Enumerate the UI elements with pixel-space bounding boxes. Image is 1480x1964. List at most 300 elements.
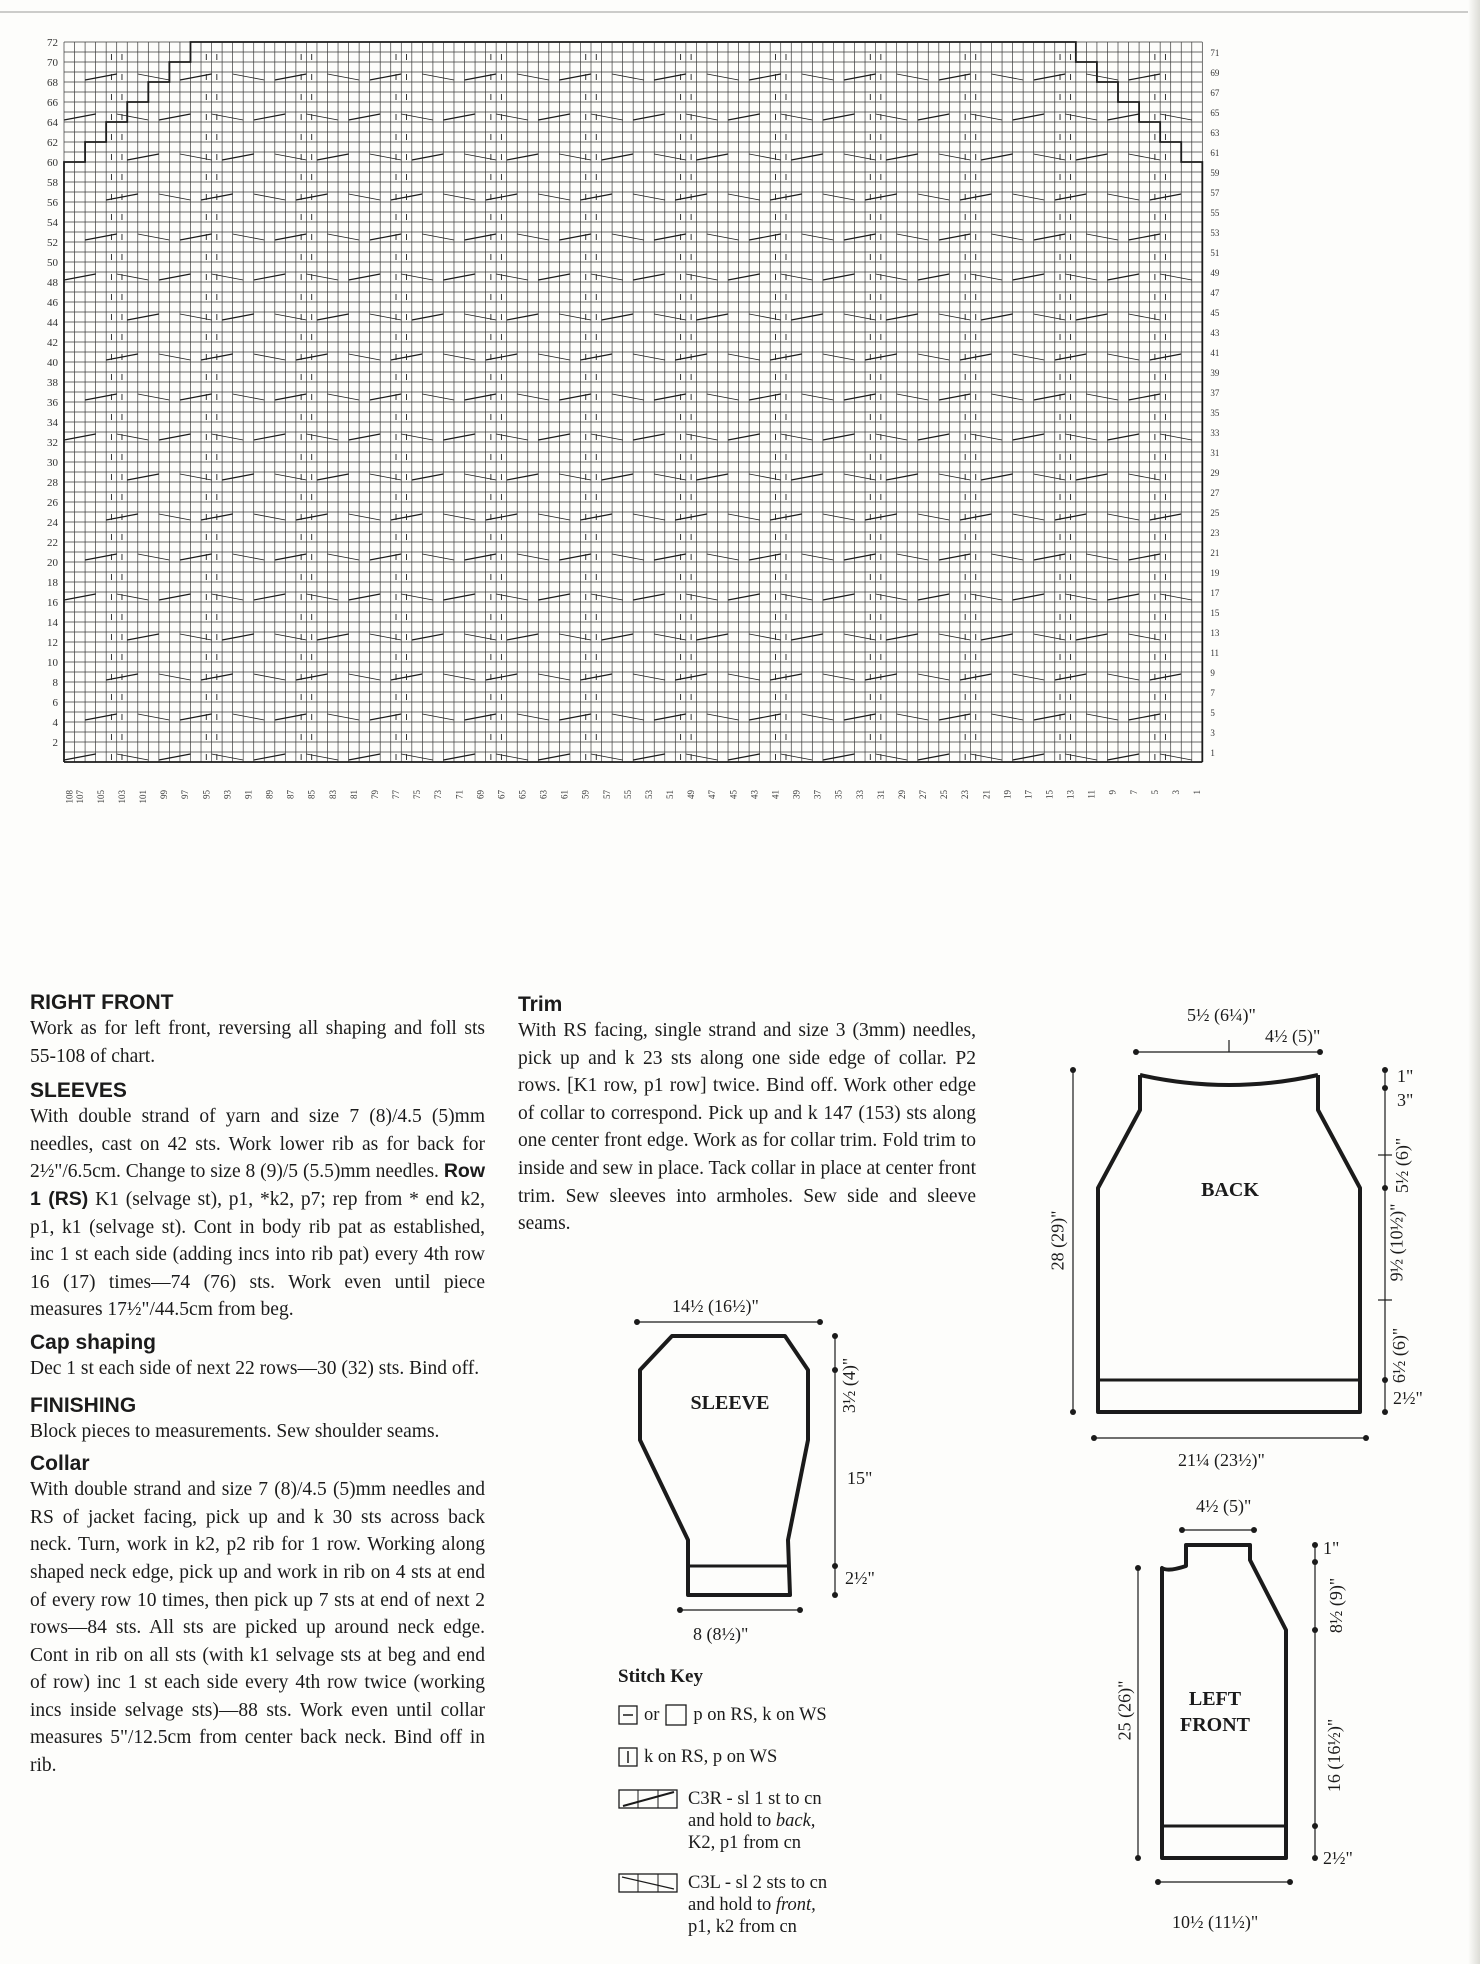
chart-row-label-left: 68 [47, 77, 58, 89]
chart-stitch-label: 103 [116, 790, 127, 804]
cable-c3l-mark [970, 274, 1002, 280]
cable-c3l-mark [707, 394, 739, 400]
cable-c3l-mark [1107, 194, 1139, 200]
cable-c3r-mark [939, 74, 971, 80]
trim-heading: Trim [518, 993, 563, 1016]
chart-row-label-left: 8 [52, 677, 58, 689]
cable-c3l-mark [517, 234, 549, 240]
chart-stitch-label: 63 [538, 790, 549, 799]
cable-c3r-mark [222, 474, 254, 480]
cable-c3r-mark [696, 634, 728, 640]
cable-c3l-mark [591, 594, 623, 600]
chart-stitch-label: 101 [138, 790, 149, 804]
cable-c3r-mark [918, 754, 950, 760]
chart-row-label-right: 11 [1210, 648, 1219, 658]
cable-c3r-mark [85, 234, 117, 240]
cable-c3l-mark [707, 714, 739, 720]
chart-stitch-label: 97 [180, 790, 191, 799]
cable-c3l-mark [781, 274, 813, 280]
cable-c3r-mark [559, 74, 591, 80]
back-neck-depth: 1" [1397, 1066, 1414, 1086]
cable-c3r-mark [918, 114, 950, 120]
chart-row-label-right: 27 [1210, 488, 1220, 498]
cable-c3r-mark [443, 274, 475, 280]
cable-c3r-mark [127, 154, 159, 160]
cable-c3r-mark [370, 74, 402, 80]
cable-c3l-mark [1160, 754, 1192, 760]
chart-row-label-right: 59 [1210, 168, 1220, 178]
cable-c3l-mark [1129, 474, 1161, 480]
chart-row-label-right: 35 [1210, 408, 1220, 418]
cable-c3l-mark [897, 554, 929, 560]
cable-c3l-mark [1086, 394, 1118, 400]
cable-c3r-mark [507, 474, 539, 480]
cable-c3l-mark [370, 154, 402, 160]
right-front-text: Work as for left front, reversing all shaping and foll sts 55-108 of chart. [30, 1018, 485, 1067]
cable-c3l-mark [970, 594, 1002, 600]
cable-c3l-mark [749, 474, 781, 480]
cable-c3l-mark [465, 474, 497, 480]
chart-stitch-label: 15 [1044, 790, 1055, 799]
cable-c3l-mark [1034, 314, 1066, 320]
cable-c3r-mark [633, 434, 665, 440]
chart-row-label-left: 42 [47, 337, 58, 349]
cable-c3r-mark [465, 234, 497, 240]
chart-row-label-right: 49 [1210, 268, 1220, 278]
cable-c3l-mark [823, 194, 855, 200]
left-front-label: LEFT FRONT [1180, 1688, 1250, 1736]
cable-c3r-mark [412, 634, 444, 640]
cable-c3r-mark [1013, 114, 1045, 120]
cable-c3l-mark [254, 354, 286, 360]
cable-c3l-mark [823, 674, 855, 680]
cable-c3l-mark [1160, 274, 1192, 280]
cable-c3l-mark [707, 554, 739, 560]
right-front-heading: RIGHT FRONT [30, 991, 174, 1014]
cable-c3l-mark [918, 354, 950, 360]
cable-c3r-mark [1107, 114, 1139, 120]
cable-c3r-mark [633, 754, 665, 760]
cable-c3l-mark [686, 594, 718, 600]
cable-c3r-mark [275, 394, 307, 400]
chart-row-label-right: 53 [1210, 228, 1220, 238]
chart-row-label-right: 5 [1210, 708, 1215, 718]
cable-c3l-mark [180, 314, 212, 320]
chart-stitch-label: 77 [391, 790, 402, 799]
chart-stitch-label: 35 [833, 790, 844, 799]
cable-c3l-mark [328, 554, 360, 560]
cable-c3l-mark [728, 194, 760, 200]
chart-row-label-left: 12 [47, 637, 58, 649]
chart-row-label-left: 26 [47, 497, 58, 509]
cable-c3l-mark [802, 714, 834, 720]
cable-c3l-mark [939, 314, 971, 320]
cable-c3l-mark [443, 514, 475, 520]
chart-row-label-right: 1 [1210, 748, 1215, 758]
cable-c3l-mark [233, 74, 265, 80]
cable-c3r-mark [602, 154, 634, 160]
cable-c3r-mark [349, 114, 381, 120]
cable-c3l-mark [876, 114, 908, 120]
chart-stitch-label: 99 [159, 790, 170, 799]
cable-c3r-mark [180, 74, 212, 80]
collar-text: With double strand and size 7 (8)/4.5 (5)mm needles and RS of jacket facing, pick up and k 30 sts across back neck. Turn, work in k2, p2 rib for 1 row. Working along shaped neck edge, pick up and work in rib on 4 sts at end of every row 10 times, then pick up 7 sts at end of next 2 rows—84 sts. All sts are picked up around neck edge. Cont in rib on all sts (with k1 selvage sts at beg and end of row) inc 1 st each side every 4th row twice (working incs inside selvage sts)—88 sts. Work even until collar measures 5"/12.5cm from center back neck. Bind off in rib. [30, 1479, 485, 1777]
cable-c3r-mark [180, 394, 212, 400]
chart-row-label-left: 36 [47, 397, 58, 409]
chart-row-label-left: 32 [47, 437, 58, 449]
cable-c3r-mark [918, 434, 950, 440]
stitch-key-c3r: C3R - sl 1 st to cn and hold to back, K2, p1 from cn [618, 1788, 918, 1854]
chart-row-label-right: 19 [1210, 568, 1220, 578]
cable-c3l-mark [1107, 674, 1139, 680]
chart-row-label-left: 56 [47, 197, 58, 209]
chart-stitch-label: 27 [918, 790, 929, 799]
back-width: 21¼ (23½)" [1178, 1450, 1265, 1470]
chart-row-label-left: 44 [47, 317, 58, 329]
cable-c3r-mark [981, 474, 1013, 480]
chart-row-label-right: 51 [1210, 248, 1220, 258]
cable-c3l-mark [707, 234, 739, 240]
cable-c3r-mark [64, 274, 96, 280]
cable-c3l-mark [992, 554, 1024, 560]
cable-c3r-mark [370, 714, 402, 720]
cable-c3r-mark [844, 74, 876, 80]
cable-c3l-mark [496, 754, 528, 760]
cable-c3r-mark [180, 234, 212, 240]
cable-c3l-mark [233, 554, 265, 560]
cable-c3r-mark [654, 554, 686, 560]
cable-c3r-mark [85, 714, 117, 720]
cable-c3l-mark [939, 154, 971, 160]
cable-c3r-mark [443, 754, 475, 760]
cable-c3l-mark [1160, 434, 1192, 440]
cable-c3l-mark [328, 74, 360, 80]
chart-row-label-right: 9 [1210, 668, 1215, 678]
cable-c3r-mark [412, 474, 444, 480]
cable-c3l-mark [254, 514, 286, 520]
cable-c3l-mark [496, 594, 528, 600]
chart-stitch-label: 41 [770, 790, 781, 799]
chart-stitch-label: 75 [412, 790, 423, 799]
back-length: 28 (29)" [1047, 1210, 1068, 1271]
chart-stitch-label: 39 [791, 790, 802, 799]
cable-c3l-mark [370, 474, 402, 480]
cable-c3l-mark [897, 394, 929, 400]
cable-c3l-mark [349, 514, 381, 520]
chart-stitch-label: 29 [896, 790, 907, 799]
cable-c3l-mark [138, 714, 170, 720]
cable-c3r-mark [1076, 474, 1108, 480]
cable-c3r-mark [633, 274, 665, 280]
cable-c3l-mark [275, 154, 307, 160]
chart-stitch-label: 49 [686, 790, 697, 799]
cable-c3r-mark [1034, 394, 1066, 400]
chart-stitch-label: 91 [243, 790, 254, 799]
cable-c3l-mark [1013, 354, 1045, 360]
cable-c3r-mark [654, 394, 686, 400]
sleeve-cap-depth: 3½ (4)" [839, 1357, 860, 1414]
cable-c3l-mark [328, 394, 360, 400]
back-neck-to-shoulder: 3" [1397, 1090, 1414, 1110]
cable-c3r-mark [981, 314, 1013, 320]
chart-stitch-label: 31 [875, 790, 886, 799]
cable-c3r-mark [159, 754, 191, 760]
cable-c3r-mark [159, 434, 191, 440]
left-column [30, 990, 485, 1786]
cable-c3l-mark [254, 194, 286, 200]
chart-stitch-label: 95 [201, 790, 212, 799]
cable-c3l-mark [306, 114, 338, 120]
chart-row-label-right: 43 [1210, 328, 1220, 338]
chart-stitch-label: 43 [749, 790, 760, 799]
cable-c3l-mark [180, 474, 212, 480]
chart-row-label-left: 66 [47, 97, 58, 109]
cable-c3l-mark [970, 434, 1002, 440]
cable-c3l-mark [781, 594, 813, 600]
purl-symbol-blank [665, 1704, 687, 1726]
cable-c3l-mark [654, 314, 686, 320]
chart-row-label-left: 6 [52, 697, 58, 709]
cable-c3l-mark [802, 394, 834, 400]
cable-c3r-mark [222, 634, 254, 640]
cable-c3r-mark [1129, 74, 1161, 80]
chart-stitch-label: 25 [939, 790, 950, 799]
cable-c3r-mark [844, 234, 876, 240]
cable-c3r-mark [1129, 714, 1161, 720]
cable-c3l-mark [138, 554, 170, 560]
cable-c3r-mark [749, 394, 781, 400]
cable-c3l-mark [612, 74, 644, 80]
chart-stitch-label: 11 [1086, 790, 1097, 799]
cable-c3r-mark [349, 754, 381, 760]
back-shoulder: 4½ (5)" [1265, 1026, 1321, 1046]
cable-c3r-mark [1076, 154, 1108, 160]
cable-c3l-mark [422, 394, 454, 400]
cable-c3r-mark [180, 714, 212, 720]
cable-c3l-mark [349, 194, 381, 200]
cable-c3r-mark [465, 74, 497, 80]
chart-row-label-left: 2 [52, 737, 58, 749]
cable-c3r-mark [918, 594, 950, 600]
cable-c3l-mark [559, 154, 591, 160]
cable-c3l-mark [918, 674, 950, 680]
chart-stitch-label: 17 [1023, 790, 1034, 799]
cable-c3r-mark [939, 234, 971, 240]
cable-c3l-mark [918, 514, 950, 520]
cable-c3l-mark [496, 434, 528, 440]
cable-c3r-mark [981, 154, 1013, 160]
chart-stitch-label: 61 [559, 790, 570, 799]
cable-c3l-mark [591, 274, 623, 280]
cable-c3r-mark [275, 714, 307, 720]
cable-c3r-mark [1076, 634, 1108, 640]
front-length: 25 (26)" [1114, 1680, 1135, 1741]
cable-c3l-mark [728, 674, 760, 680]
chart-stitch-label: 105 [95, 790, 106, 804]
cable-c3r-mark [749, 554, 781, 560]
cable-c3r-mark [1107, 594, 1139, 600]
cable-c3l-mark [443, 674, 475, 680]
finishing-heading: FINISHING [30, 1393, 137, 1417]
sleeves-heading: SLEEVES [30, 1079, 127, 1103]
cable-c3r-mark [538, 434, 570, 440]
cable-c3l-mark [749, 634, 781, 640]
cable-c3l-mark [1160, 594, 1192, 600]
chart-row-label-left: 4 [52, 717, 58, 729]
cable-c3r-mark [349, 274, 381, 280]
cable-c3r-mark [791, 634, 823, 640]
chart-row-label-right: 3 [1210, 728, 1215, 738]
cable-c3r-mark [728, 594, 760, 600]
cable-c3l-mark [401, 274, 433, 280]
chart-row-label-right: 41 [1210, 348, 1220, 358]
cable-c3r-mark [275, 234, 307, 240]
stitch-key-title: Stitch Key [618, 1666, 703, 1687]
cable-c3l-mark [233, 234, 265, 240]
cable-c3r-mark [749, 714, 781, 720]
cable-c3l-mark [517, 394, 549, 400]
cable-c3l-mark [422, 714, 454, 720]
chart-row-label-right: 69 [1210, 68, 1220, 78]
cable-c3r-mark [696, 314, 728, 320]
chart-stitch-label: 108 [64, 790, 75, 804]
cable-c3l-mark [992, 714, 1024, 720]
cable-c3r-mark [1034, 74, 1066, 80]
cable-c3r-mark [728, 754, 760, 760]
chart-row-label-right: 13 [1210, 628, 1220, 638]
cable-c3l-mark [612, 714, 644, 720]
chart-row-label-left: 64 [47, 117, 58, 129]
cap-shaping-text: Dec 1 st each side of next 22 rows—30 (32) sts. Bind off. [30, 1357, 480, 1379]
chart-row-label-left: 48 [47, 277, 58, 289]
cable-c3l-mark [707, 74, 739, 80]
cable-c3r-mark [939, 554, 971, 560]
cable-c3r-mark [127, 634, 159, 640]
chart-row-label-right: 7 [1210, 688, 1215, 698]
cable-c3l-mark [306, 594, 338, 600]
cable-c3l-mark [728, 354, 760, 360]
cable-c3l-mark [970, 114, 1002, 120]
cable-c3r-mark [222, 154, 254, 160]
cable-c3r-mark [412, 154, 444, 160]
cable-c3l-mark [349, 354, 381, 360]
chart-stitch-label: 23 [960, 790, 971, 799]
cable-c3r-mark [886, 634, 918, 640]
cable-c3l-mark [559, 634, 591, 640]
cable-c3l-mark [654, 154, 686, 160]
cable-c3r-mark [791, 154, 823, 160]
chart-stitch-label: 3 [1170, 790, 1181, 795]
front-armhole: 8½ (9)" [1326, 1577, 1347, 1634]
cable-c3r-mark [844, 394, 876, 400]
chart-stitch-label: 9 [1107, 790, 1118, 795]
cable-c3l-mark [212, 754, 244, 760]
cable-c3r-mark [886, 314, 918, 320]
cable-c3l-mark [1065, 594, 1097, 600]
cable-c3l-mark [306, 434, 338, 440]
cable-c3r-mark [823, 114, 855, 120]
cable-c3l-mark [1107, 514, 1139, 520]
front-width: 10½ (11½)" [1172, 1912, 1259, 1932]
cable-c3l-mark [918, 194, 950, 200]
chart-stitch-label: 1 [1192, 790, 1203, 795]
chart-row-label-left: 72 [47, 37, 58, 49]
chart-stitch-label: 67 [496, 790, 507, 799]
cable-c3l-mark [212, 274, 244, 280]
chart-row-label-left: 18 [47, 577, 58, 589]
cable-c3l-mark [117, 434, 149, 440]
cable-c3r-mark [507, 154, 539, 160]
chart-row-label-left: 60 [47, 157, 58, 169]
cable-c3l-mark [844, 154, 876, 160]
chart-stitch-label: 37 [812, 790, 823, 799]
cable-c3l-mark [844, 314, 876, 320]
cable-c3r-mark [939, 394, 971, 400]
cable-c3l-mark [897, 714, 929, 720]
cable-c3l-mark [897, 74, 929, 80]
cable-c3l-mark [939, 474, 971, 480]
cable-c3r-mark [465, 714, 497, 720]
cable-c3r-mark [728, 274, 760, 280]
cable-c3l-mark [538, 674, 570, 680]
chart-stitch-label: 53 [643, 790, 654, 799]
cable-c3r-mark [159, 114, 191, 120]
cable-c3l-mark [559, 314, 591, 320]
chart-stitch-label: 85 [306, 790, 317, 799]
chart-row-label-left: 22 [47, 537, 58, 549]
chart-stitch-label: 65 [517, 790, 528, 799]
cable-c3r-mark [370, 394, 402, 400]
cable-c3r-mark [654, 74, 686, 80]
cable-c3r-mark [633, 114, 665, 120]
front-side: 16 (16½)" [1324, 1718, 1345, 1793]
cable-c3r-mark [939, 714, 971, 720]
cable-c3l-mark [992, 74, 1024, 80]
cable-c3r-mark [791, 314, 823, 320]
cable-c3l-mark [306, 754, 338, 760]
chart-stitch-label: 79 [369, 790, 380, 799]
cable-c3l-mark [159, 514, 191, 520]
cable-c3r-mark [64, 114, 96, 120]
purl-symbol-dash [618, 1705, 638, 1725]
cable-c3r-mark [254, 594, 286, 600]
stitch-key-knit: k on RS, p on WS [618, 1746, 918, 1768]
knit-symbol [618, 1747, 638, 1767]
cable-c3l-mark [1129, 634, 1161, 640]
cable-c3l-mark [686, 754, 718, 760]
cable-c3l-mark [275, 474, 307, 480]
cable-c3l-mark [1107, 354, 1139, 360]
chart-row-label-right: 37 [1210, 388, 1220, 398]
chart-stitch-label: 5 [1149, 790, 1160, 795]
cable-c3r-mark [559, 234, 591, 240]
cable-c3l-mark [517, 554, 549, 560]
cable-c3r-mark [370, 554, 402, 560]
cable-c3l-mark [159, 194, 191, 200]
cable-c3r-mark [64, 434, 96, 440]
cable-c3r-mark [159, 274, 191, 280]
chart-row-label-right: 45 [1210, 308, 1220, 318]
cable-c3r-mark [443, 114, 475, 120]
cable-c3l-mark [781, 434, 813, 440]
page-edge-shadow [1468, 0, 1480, 1964]
cable-c3r-mark [85, 74, 117, 80]
cable-c3r-mark [1013, 754, 1045, 760]
cable-c3l-mark [517, 74, 549, 80]
cable-c3l-mark [212, 434, 244, 440]
chart-stitch-label: 93 [222, 790, 233, 799]
chart-stitch-label: 89 [264, 790, 275, 799]
